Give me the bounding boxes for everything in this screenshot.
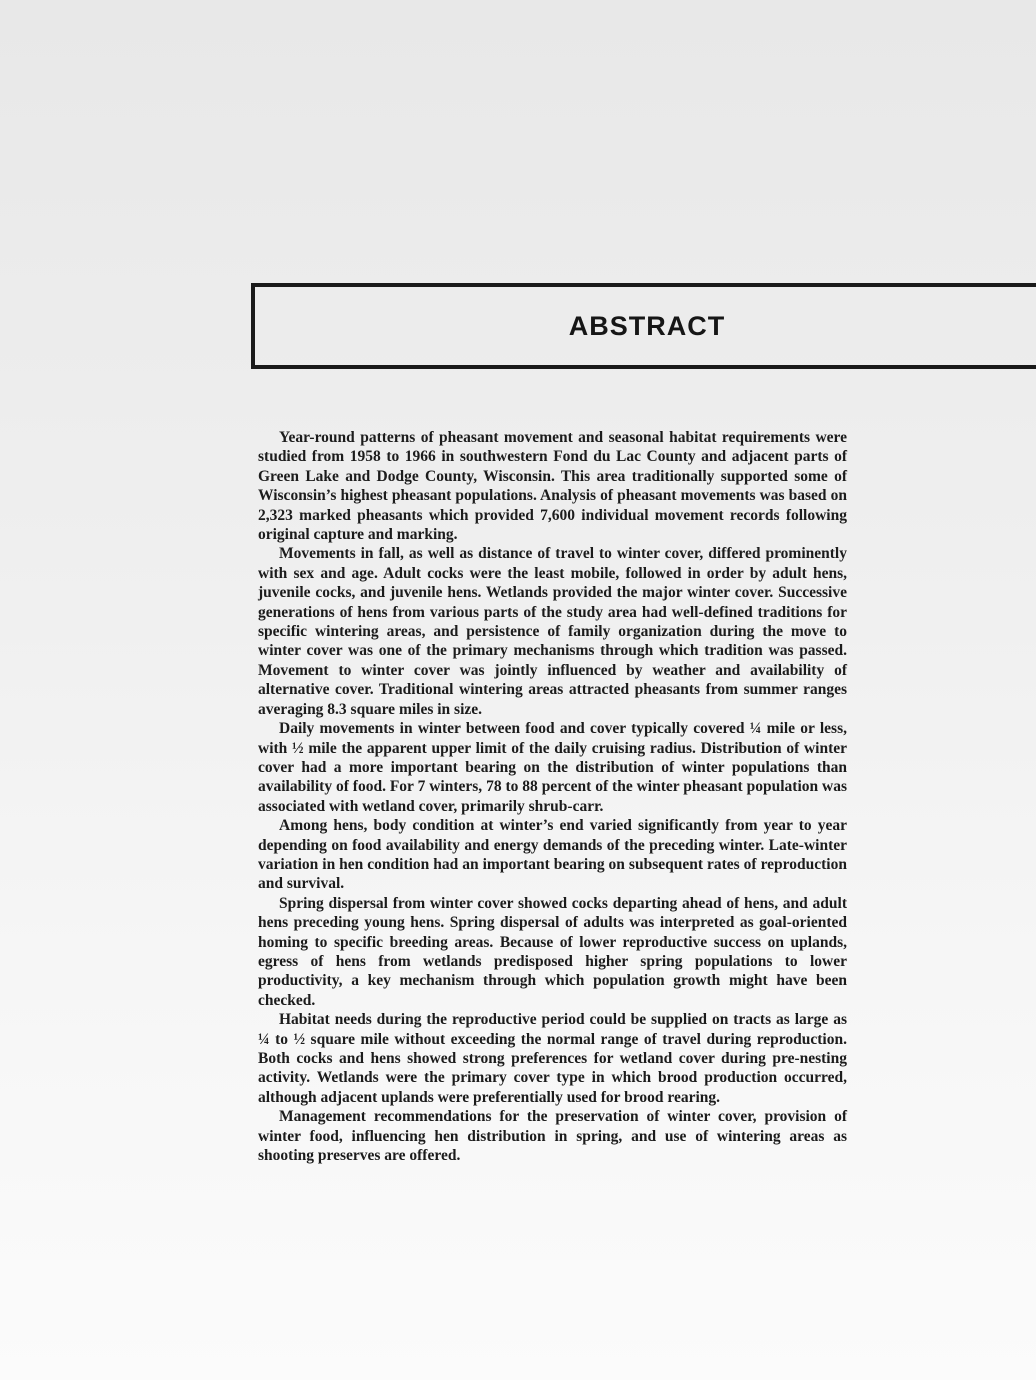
paragraph: Spring dispersal from winter cover showed cocks departing ahead of hens, and adult hens preceding young hens. Spring dispersal of adults was interpreted as goal-oriented homing to specific breeding areas. Because of lower reproductive success on uplands, egress of hens from wetlands predisposed higher spring populations to lower productivity, a key mechanism through which population growth might have been checked. — [258, 894, 847, 1009]
paragraph: Daily movements in winter between food and cover typically covered ¼ mile or less, with ½ mile the apparent upper limit of the daily cruising radius. Distribution of winter cover had a more important bearing on the distribution of winter populations than availability of food. For 7 winters, 78 to 88 percent of the winter pheasant population was associated with wetland cover, primarily shrub-carr. — [258, 720, 847, 815]
paragraph: Management recommendations for the preservation of winter cover, provision of winter food, influencing hen distribution in spring, and use of wintering areas as shooting preserves are offered. — [258, 1108, 847, 1165]
paragraph: Movements in fall, as well as distance of travel to winter cover, differed prominently with sex and age. Adult cocks were the least mobile, followed in order by adult hens, juvenile cocks, and juvenile hens. Wetlands provided the major winter cover. Successive generations of hens from various parts of the study area had well-defined traditions for specific wintering areas, and persistence of family organization during the move to winter cover was one of the primary mechanisms through which tradition was passed. Movement to winter cover was jointly influenced by weather and availability of alternative cover. Traditional wintering areas attracted pheasants from summer ranges averaging 8.3 square miles in size. — [258, 545, 847, 718]
heading: ABSTRACT — [568, 311, 726, 341]
heading-box — [251, 283, 1036, 369]
paragraph: Among hens, body condition at winter’s end varied significantly from year to year depending on food availability and energy demands of the preceding winter. Late-winter variation in hen condition had an important bearing on subsequent rates of reproduction and survival. — [258, 817, 847, 893]
paragraph: Habitat needs during the reproductive period could be supplied on tracts as large as ¼ to ½ square mile without exceeding the normal range of travel during reproduction. Both cocks and hens showed strong preferences for wetland cover during pre-nesting activity. Wetlands were the primary cover type in which brood production occurred, although adjacent uplands were preferentially used for brood rearing. — [258, 1011, 847, 1106]
abstract-body — [258, 428, 847, 1165]
paragraph: Year-round patterns of pheasant movement and seasonal habitat requirements were studied from 1958 to 1966 in southwestern Fond du Lac County and adjacent parts of Green Lake and Dodge County, Wisconsin. This area traditionally supported some of Wisconsin’s highest pheasant populations. Analysis of pheasant movements was based on 2,323 marked pheasants which provided 7,600 individual movement records following original capture and marking. — [258, 429, 847, 544]
